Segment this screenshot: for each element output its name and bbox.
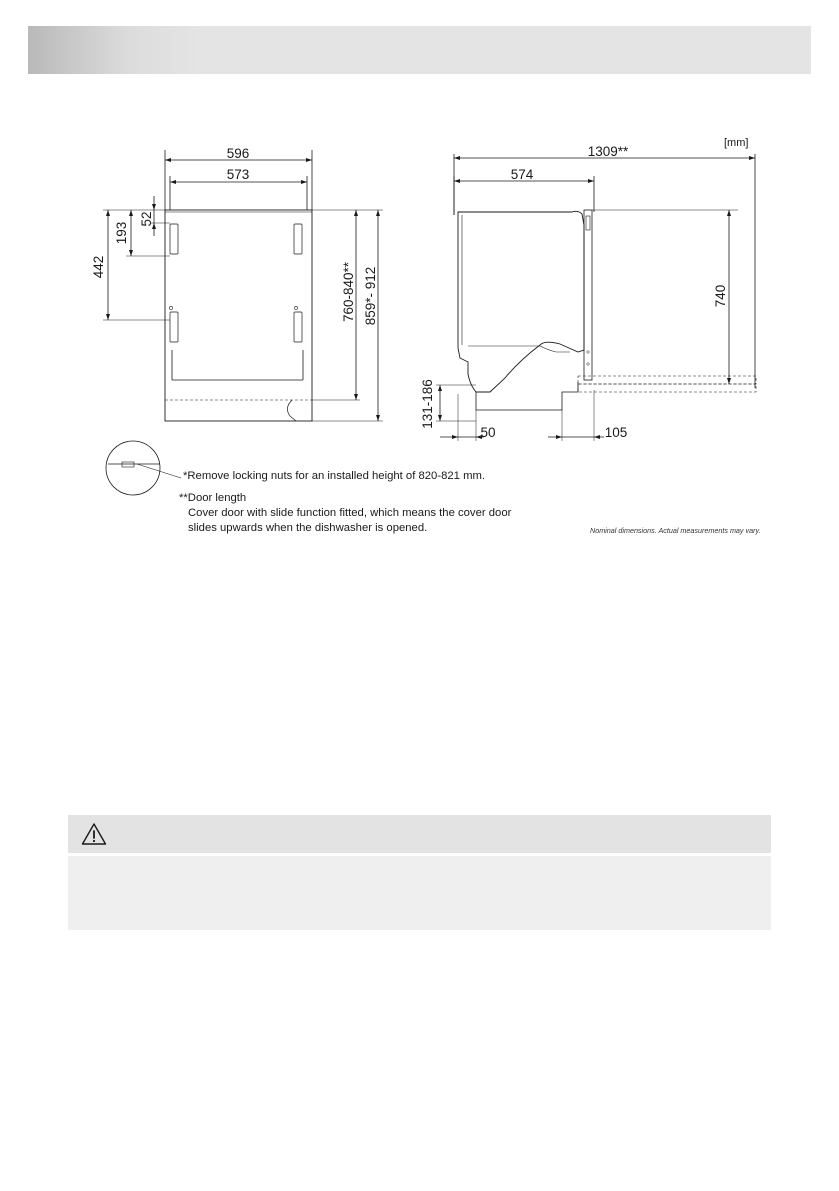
note-locking-nuts: *Remove locking nuts for an installed height of 820-821 mm. (183, 470, 486, 482)
dim-total-height: 859*- 912 (363, 266, 378, 326)
note-door-length-title: **Door length (179, 492, 247, 504)
dim-plinth: 131-186 (420, 379, 435, 429)
disclaimer: Nominal dimensions. Actual measurements may vary. (590, 526, 761, 535)
note-door-length (179, 491, 559, 536)
dim-105: 105 (604, 425, 628, 440)
note-door-length-line2: slides upwards when the dishwasher is opened. (188, 522, 428, 534)
footnotes (179, 469, 559, 536)
dim-door-height: 760-840** (341, 261, 356, 323)
dim-442: 442 (91, 255, 106, 279)
units-label: [mm] (724, 137, 749, 149)
dim-596: 596 (226, 146, 250, 161)
dim-574: 574 (510, 167, 534, 182)
note-door-length-line1: Cover door with slide function fitted, which means the cover door (188, 507, 512, 519)
warning-body (68, 856, 771, 930)
dim-52: 52 (139, 211, 154, 227)
warning-triangle-icon (81, 822, 107, 846)
dim-50: 50 (480, 425, 496, 440)
dim-193: 193 (114, 221, 129, 245)
dim-573: 573 (226, 167, 250, 182)
dim-740: 740 (713, 284, 728, 308)
dim-1309: 1309** (587, 144, 629, 159)
warning-header (68, 815, 771, 853)
